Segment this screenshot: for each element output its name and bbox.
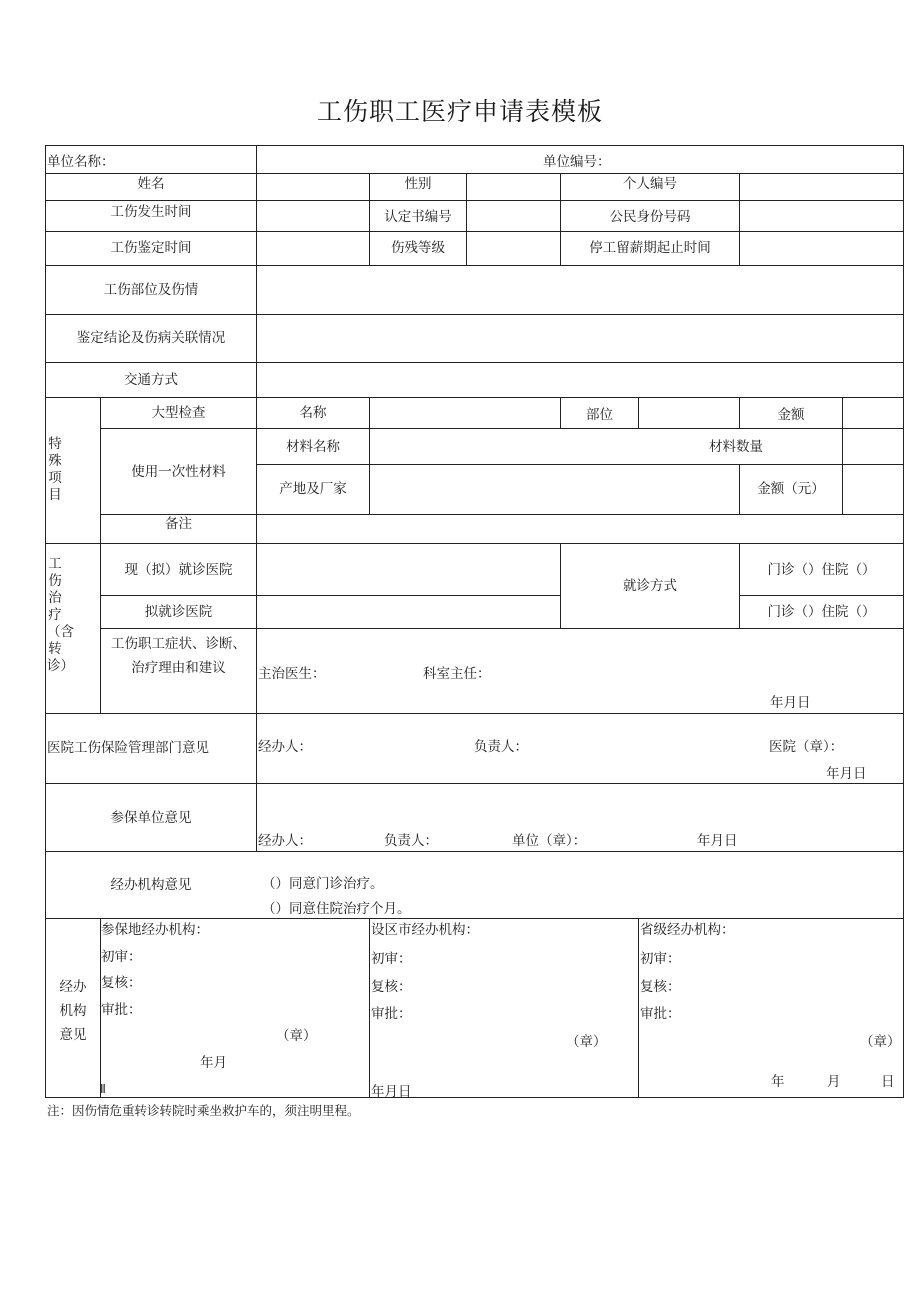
- visit-mode-label: 就诊方式: [623, 578, 677, 594]
- row-line: [45, 783, 904, 784]
- col-line: [638, 397, 639, 428]
- personal-no-label: 个人编号: [623, 176, 677, 192]
- inpatient-option: （）同意住院治疗个月。: [262, 901, 411, 917]
- row-line: [45, 265, 904, 266]
- material-qty-col: 材料数量: [709, 439, 763, 455]
- local-date: 年月: [200, 1055, 227, 1071]
- col-line: [369, 397, 370, 514]
- row-line: [100, 595, 560, 596]
- city-first-review: 初审：: [371, 951, 412, 967]
- row-line: [100, 628, 904, 629]
- row-line: [45, 145, 904, 146]
- row-line: [45, 851, 904, 852]
- col-line: [256, 145, 257, 851]
- hospital-stamp-label: 医院（章）：: [769, 739, 844, 755]
- symptoms-label-line2: 治疗理由和建议: [131, 660, 226, 676]
- city-stamp: （章）: [566, 1034, 607, 1050]
- row-line: [45, 543, 904, 544]
- agency-review-label-2: 机构: [59, 1003, 87, 1019]
- province-month: 月: [827, 1074, 841, 1090]
- appraisal-time-label: 工伤鉴定时间: [110, 240, 192, 256]
- amount-yuan-col: 金额（元）: [757, 481, 825, 497]
- row-line: [45, 397, 904, 398]
- special-items-group-label: 特殊项目: [48, 436, 62, 503]
- local-stamp: （章）: [276, 1028, 317, 1044]
- cert-no-label: 认定书编号: [384, 209, 452, 225]
- planned-hospital-label: 拟就诊医院: [144, 604, 213, 620]
- row-line: [45, 314, 904, 315]
- row-line: [45, 200, 904, 201]
- leave-period-label: 停工留薪期起止时间: [589, 240, 711, 256]
- unit-handler-label: 经办人：: [258, 833, 312, 849]
- disability-level-label: 伤残等级: [391, 240, 445, 256]
- local-approval: 审批：: [101, 1002, 142, 1018]
- local-agency-title: 参保地经办机构：: [101, 922, 209, 938]
- col-line: [739, 173, 740, 265]
- row-line: [100, 514, 904, 515]
- unit-responsible-label: 负责人：: [384, 833, 438, 849]
- disposable-material-label: 使用一次性材料: [131, 464, 226, 480]
- row-line: [45, 918, 904, 919]
- treatment-group-label: 工伤治疗（含转诊）: [47, 556, 74, 674]
- row-line: [739, 595, 904, 596]
- remark-label: 备注: [165, 516, 192, 532]
- unit-no-label: 单位编号：: [543, 154, 611, 170]
- footnote: 注：因伤情危重转诊转院时乘坐救护车的，须注明里程。: [47, 1103, 360, 1118]
- province-day: 日: [881, 1074, 895, 1090]
- material-name-col: 材料名称: [286, 439, 340, 455]
- row-line: [45, 173, 904, 174]
- appraisal-conclusion-label: 鉴定结论及伤病关联情况: [76, 330, 226, 346]
- exam-name-col: 名称: [299, 405, 327, 421]
- local-mark: Ⅱ: [100, 1082, 106, 1096]
- unit-stamp-label: 单位（章）：: [512, 833, 587, 849]
- province-first-review: 初审：: [640, 951, 681, 967]
- agency-review-label-1: 经办: [59, 979, 87, 995]
- hospital-responsible-label: 负责人：: [474, 739, 528, 755]
- local-first-review: 初审：: [101, 949, 142, 965]
- origin-col: 产地及厂家: [279, 481, 347, 497]
- row-line: [100, 428, 904, 429]
- treatment-date: 年月日: [770, 695, 811, 711]
- hospital-opinion-date: 年月日: [826, 766, 867, 782]
- row-line: [45, 231, 904, 232]
- province-approval: 审批：: [640, 1006, 681, 1022]
- col-line: [638, 918, 639, 1098]
- province-stamp: （章）: [860, 1034, 901, 1050]
- attending-doctor-label: 主治医生：: [258, 666, 326, 682]
- symptoms-label-line1: 工伤职工症状、诊断、: [111, 636, 246, 652]
- visit-option-planned: 门诊（）住院（）: [767, 604, 876, 620]
- injury-site-label: 工伤部位及伤情: [103, 282, 199, 298]
- row-line: [256, 464, 904, 465]
- row-line: [45, 713, 904, 714]
- injury-time-label: 工伤发生时间: [110, 204, 192, 220]
- col-line: [369, 918, 370, 1098]
- gender-label: 性别: [404, 176, 432, 192]
- col-line: [466, 173, 467, 265]
- name-label: 姓名: [137, 176, 165, 192]
- page-title: 工伤职工医疗申请表模板: [316, 97, 603, 126]
- row-line: [45, 1097, 904, 1098]
- hospital-handler-label: 经办人：: [258, 739, 312, 755]
- current-hospital-label: 现（拟）就诊医院: [124, 562, 233, 578]
- province-second-review: 复核：: [640, 979, 681, 995]
- hospital-opinion-label: 医院工伤保险管理部门意见: [47, 740, 209, 756]
- id-no-label: 公民身份号码: [609, 209, 691, 225]
- agency-review-label-3: 意见: [59, 1027, 87, 1043]
- city-second-review: 复核：: [371, 979, 412, 995]
- city-approval: 审批：: [371, 1006, 412, 1022]
- province-agency-title: 省级经办机构：: [640, 922, 735, 938]
- visit-option-current: 门诊（）住院（）: [767, 562, 876, 578]
- outpatient-option: （）同意门诊治疗。: [262, 876, 384, 892]
- unit-name-label: 单位名称：: [47, 154, 115, 170]
- unit-date: 年月日: [697, 833, 738, 849]
- agency-opinion-label: 经办机构意见: [110, 877, 192, 893]
- dept-director-label: 科室主任：: [423, 666, 491, 682]
- col-line: [842, 397, 843, 514]
- local-second-review: 复核：: [101, 975, 142, 991]
- city-agency-title: 设区市经办机构：: [371, 922, 479, 938]
- exam-part-col: 部位: [586, 407, 613, 423]
- col-line: [903, 145, 904, 1098]
- province-year: 年: [771, 1074, 785, 1090]
- large-exam-label: 大型检查: [151, 405, 206, 421]
- exam-amount-col: 金额: [777, 407, 805, 423]
- city-date: 年月日: [371, 1084, 412, 1100]
- insured-unit-label: 参保单位意见: [110, 810, 192, 826]
- transport-label: 交通方式: [124, 372, 178, 388]
- row-line: [45, 362, 904, 363]
